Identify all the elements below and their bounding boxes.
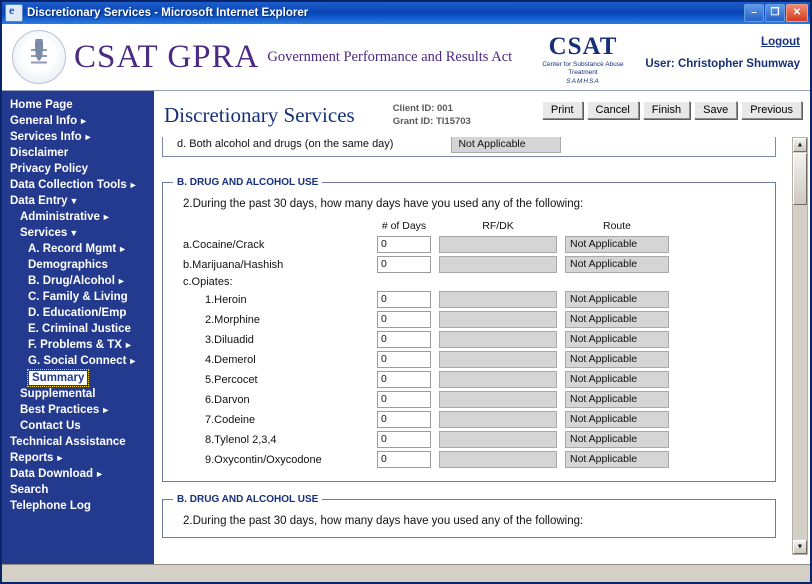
route-field[interactable]: Not Applicable xyxy=(565,331,669,348)
rfdk-field[interactable] xyxy=(439,351,557,368)
window-title: Discretionary Services - Microsoft Internet Explorer xyxy=(27,7,309,19)
empty xyxy=(565,276,669,291)
chevron-right-icon: ► xyxy=(79,116,89,126)
grant-id-label: Grant ID: TI15703 xyxy=(392,116,471,127)
row-route-cell xyxy=(565,351,669,371)
days-input[interactable]: 0 xyxy=(377,291,431,308)
table-row xyxy=(183,451,669,471)
sidebar-item-label: D. Education/Emp xyxy=(28,307,127,319)
opiates-label: c.Opiates: xyxy=(183,276,233,288)
row-rfdk-cell xyxy=(439,256,557,276)
gap xyxy=(557,311,565,331)
row-label: 7.Codeine xyxy=(205,413,256,426)
row-route-cell xyxy=(565,411,669,431)
sidebar-item-label: Services Info xyxy=(10,131,82,143)
scroll-up-button[interactable] xyxy=(793,138,807,152)
chevron-right-icon: ► xyxy=(55,453,65,463)
sidebar-item-contact-us[interactable] xyxy=(2,418,154,434)
minimize-button[interactable] xyxy=(744,4,764,22)
form-scroll-area xyxy=(162,137,776,555)
row-days-cell xyxy=(377,331,431,351)
csat-logo xyxy=(537,34,629,85)
table-row xyxy=(183,331,669,351)
gap xyxy=(431,331,439,351)
sidebar-item-label: Best Practices xyxy=(20,404,100,416)
row-label: 9.Oxycontin/Oxycodone xyxy=(205,453,322,466)
sidebar-item-label: Data Entry xyxy=(10,195,68,207)
hhs-seal-icon xyxy=(12,30,66,84)
row-route-cell xyxy=(565,236,669,256)
row-label: a.Cocaine/Crack xyxy=(183,238,265,251)
csat-logo-subtitle: Center for Substance Abuse Treatment xyxy=(542,61,624,77)
route-field[interactable]: Not Applicable xyxy=(565,391,669,408)
current-user-label: User: Christopher Shumway xyxy=(645,58,800,70)
sidebar-item-label: G. Social Connect xyxy=(28,355,127,367)
table-row xyxy=(183,431,669,451)
row-rfdk-cell xyxy=(439,371,557,391)
gap xyxy=(431,431,439,451)
gap xyxy=(431,451,439,471)
gap xyxy=(431,351,439,371)
logout-link[interactable]: Logout xyxy=(761,36,800,48)
sidebar-item-data-collection-tools[interactable] xyxy=(2,177,154,193)
finish-button[interactable]: Finish xyxy=(643,101,690,119)
days-input[interactable]: 0 xyxy=(377,451,431,468)
rfdk-field[interactable] xyxy=(439,451,557,468)
gap xyxy=(557,391,565,411)
sidebar-item-label: Reports xyxy=(10,452,54,464)
chevron-down-icon: ▼ xyxy=(69,196,79,206)
chevron-right-icon: ► xyxy=(123,340,133,350)
row-label: 2.Morphine xyxy=(205,313,261,326)
sidebar-item-data-entry[interactable] xyxy=(2,193,154,209)
gap xyxy=(431,371,439,391)
gap xyxy=(431,391,439,411)
chevron-right-icon: ► xyxy=(116,276,126,286)
row-route-cell xyxy=(565,371,669,391)
content-area xyxy=(154,91,810,564)
sidebar-item-technical-assistance[interactable] xyxy=(2,434,154,450)
sidebar-item-disclaimer[interactable] xyxy=(2,145,154,161)
gap xyxy=(557,431,565,451)
sidebar-item-best-practices[interactable] xyxy=(2,402,154,418)
sidebar-item-label: Data Download xyxy=(10,468,94,480)
table-header-row xyxy=(183,220,669,236)
chevron-right-icon: ► xyxy=(128,180,138,190)
sidebar-item-label: Home Page xyxy=(10,99,73,111)
close-icon: ✕ xyxy=(792,7,802,18)
cancel-button[interactable]: Cancel xyxy=(587,101,639,119)
route-field[interactable]: Not Applicable xyxy=(565,256,669,273)
gap xyxy=(431,291,439,311)
days-input[interactable]: 0 xyxy=(377,371,431,388)
days-input[interactable]: 0 xyxy=(377,331,431,348)
sidebar-item-label: General Info xyxy=(10,115,78,127)
row-rfdk-cell xyxy=(439,431,557,451)
table-row xyxy=(183,351,669,371)
table-row xyxy=(183,256,669,276)
gap xyxy=(557,411,565,431)
sidebar-item-problems-tx[interactable] xyxy=(2,337,154,353)
rfdk-field[interactable] xyxy=(439,311,557,328)
row-route-cell xyxy=(565,331,669,351)
banner-right xyxy=(645,32,800,70)
action-button-bar xyxy=(542,101,802,119)
row-rfdk-cell xyxy=(439,351,557,371)
sidebar-item-social-connect[interactable] xyxy=(2,353,154,369)
drug-alcohol-section xyxy=(162,177,776,482)
sidebar-item-label: E. Criminal Justice xyxy=(28,323,131,335)
row-route-cell xyxy=(565,311,669,331)
table-body xyxy=(183,236,669,471)
csat-logo-title: CSAT xyxy=(548,33,618,60)
gap xyxy=(557,451,565,471)
vertical-scrollbar[interactable] xyxy=(792,137,808,555)
sidebar-item-label: C. Family & Living xyxy=(28,291,128,303)
rfdk-field[interactable] xyxy=(439,371,557,388)
table-row xyxy=(183,311,669,331)
row-route-cell xyxy=(565,431,669,451)
row-days-cell xyxy=(377,451,431,471)
sidebar-item-education-emp[interactable] xyxy=(2,305,154,321)
table-row xyxy=(183,391,669,411)
col-gap-2 xyxy=(557,220,565,236)
sidebar-item-reports[interactable] xyxy=(2,450,154,466)
rfdk-field[interactable] xyxy=(439,256,557,273)
chevron-right-icon: ► xyxy=(118,244,128,254)
sidebar-item-label: Administrative xyxy=(20,211,100,223)
gap xyxy=(557,371,565,391)
row-days-cell xyxy=(377,256,431,276)
row-days-cell xyxy=(377,236,431,256)
route-field[interactable]: Not Applicable xyxy=(565,431,669,448)
route-field[interactable]: Not Applicable xyxy=(565,291,669,308)
gap xyxy=(557,291,565,311)
samhsa-label: SAMHSA xyxy=(566,78,600,86)
days-input[interactable]: 0 xyxy=(377,311,431,328)
route-field[interactable]: Not Applicable xyxy=(565,236,669,253)
sidebar-item-record-mgmt[interactable] xyxy=(2,241,154,257)
col-gap xyxy=(431,220,439,236)
route-field[interactable]: Not Applicable xyxy=(565,371,669,388)
sidebar-item-family-living[interactable] xyxy=(2,289,154,305)
route-field[interactable]: Not Applicable xyxy=(565,411,669,428)
table-row xyxy=(183,291,669,311)
row-label: 6.Darvon xyxy=(205,393,250,406)
internet-explorer-icon xyxy=(5,4,23,22)
col-rfdk: RF/DK xyxy=(482,220,514,232)
row-days-cell xyxy=(377,351,431,371)
row-rfdk-cell xyxy=(439,451,557,471)
gap xyxy=(431,411,439,431)
chevron-right-icon: ► xyxy=(101,212,111,222)
col-route: Route xyxy=(602,220,632,232)
row-route-cell xyxy=(565,291,669,311)
days-input[interactable]: 0 xyxy=(377,411,431,428)
gap xyxy=(431,256,439,276)
row-label: 5.Percocet xyxy=(205,373,258,386)
sidebar-item-data-download[interactable] xyxy=(2,466,154,482)
gap xyxy=(557,351,565,371)
rfdk-field[interactable] xyxy=(439,411,557,428)
rfdk-field[interactable] xyxy=(439,431,557,448)
sidebar-item-label: Telephone Log xyxy=(10,500,91,512)
table-row xyxy=(183,411,669,431)
arrow-up-icon: ▲ xyxy=(796,141,804,149)
rfdk-field[interactable] xyxy=(439,391,557,408)
col-blank xyxy=(183,220,377,236)
row-days-cell xyxy=(377,411,431,431)
chevron-right-icon: ► xyxy=(101,405,111,415)
site-banner xyxy=(2,24,810,91)
days-input[interactable]: 0 xyxy=(377,351,431,368)
print-button[interactable]: Print xyxy=(542,101,583,119)
sidebar-item-label: A. Record Mgmt xyxy=(28,243,117,255)
empty xyxy=(377,276,431,291)
empty xyxy=(431,276,439,291)
row-days-cell xyxy=(377,291,431,311)
scroll-down-button[interactable] xyxy=(793,540,807,554)
row-rfdk-cell xyxy=(439,411,557,431)
row-days-cell xyxy=(377,431,431,451)
sidebar-item-label: Contact Us xyxy=(20,420,81,432)
empty xyxy=(557,276,565,291)
chevron-right-icon: ► xyxy=(83,132,93,142)
status-bar xyxy=(2,564,810,582)
section-title: B. DRUG AND ALCOHOL USE xyxy=(177,177,319,188)
both-alcohol-drugs-label: d. Both alcohol and drugs (on the same day) xyxy=(177,137,394,150)
opiates-header-row xyxy=(183,276,669,291)
gap xyxy=(431,236,439,256)
sidebar-item-criminal-justice[interactable] xyxy=(2,321,154,337)
title-bar xyxy=(2,2,810,24)
sidebar-current-wrapper xyxy=(2,369,154,386)
sidebar-item-label: Search xyxy=(10,484,49,496)
sidebar-item-label: Disclaimer xyxy=(10,147,69,159)
sidebar-item-administrative[interactable] xyxy=(2,209,154,225)
row-days-cell xyxy=(377,371,431,391)
both-alcohol-drugs-value[interactable]: Not Applicable xyxy=(451,137,561,153)
client-grant-ids xyxy=(393,102,471,128)
both-alcohol-drugs-row xyxy=(162,137,776,157)
row-label: 4.Demerol xyxy=(205,353,256,366)
sidebar-item-privacy-policy[interactable] xyxy=(2,161,154,177)
table-head xyxy=(183,220,669,236)
sidebar-item-home-page[interactable] xyxy=(2,97,154,113)
gap xyxy=(557,331,565,351)
previous-button[interactable]: Previous xyxy=(741,101,802,119)
close-button[interactable] xyxy=(786,4,808,22)
row-rfdk-cell xyxy=(439,236,557,256)
sidebar-nav xyxy=(2,91,154,564)
col-days: # of Days xyxy=(381,220,427,232)
sidebar-item-label: F. Problems & TX xyxy=(28,339,122,351)
sidebar-item-supplemental[interactable] xyxy=(2,386,154,402)
sidebar-item-label: Services xyxy=(20,227,68,239)
sidebar-item-label: B. Drug/Alcohol xyxy=(28,275,115,287)
section-title-next: B. DRUG AND ALCOHOL USE xyxy=(177,494,319,505)
route-field[interactable]: Not Applicable xyxy=(565,451,669,468)
sidebar-item-summary[interactable]: Summary xyxy=(28,370,88,386)
brand-tagline: Government Performance and Results Act xyxy=(267,48,513,65)
table-row xyxy=(183,371,669,391)
row-label: b.Marijuana/Hashish xyxy=(183,258,284,271)
question-text-next: 2.During the past 30 days, how many days have you used any of the following: xyxy=(183,515,584,527)
sidebar-item-label: Data Collection Tools xyxy=(10,179,127,191)
scrollbar-thumb[interactable] xyxy=(793,153,807,205)
days-input[interactable]: 0 xyxy=(377,431,431,448)
gap xyxy=(431,311,439,331)
chevron-right-icon: ► xyxy=(95,469,104,479)
row-label: 8.Tylenol 2,3,4 xyxy=(205,433,277,446)
rfdk-field[interactable] xyxy=(439,236,557,253)
maximize-button[interactable] xyxy=(765,4,785,22)
arrow-down-icon: ▼ xyxy=(796,543,804,551)
sidebar-item-demographics[interactable] xyxy=(2,257,154,273)
sidebar-item-general-info[interactable] xyxy=(2,113,154,129)
row-days-cell xyxy=(377,391,431,411)
table-row xyxy=(183,236,669,256)
days-input[interactable]: 0 xyxy=(377,391,431,408)
route-field[interactable]: Not Applicable xyxy=(565,351,669,368)
route-field[interactable]: Not Applicable xyxy=(565,311,669,328)
drug-use-table xyxy=(183,220,669,471)
rfdk-field[interactable] xyxy=(439,291,557,308)
sidebar-item-label: Privacy Policy xyxy=(10,163,88,175)
maximize-icon: ❐ xyxy=(770,7,780,18)
days-input[interactable]: 0 xyxy=(377,256,431,273)
save-button[interactable]: Save xyxy=(694,101,737,119)
page-header xyxy=(154,91,810,135)
row-rfdk-cell xyxy=(439,391,557,411)
drug-alcohol-section-next xyxy=(162,494,776,538)
chevron-right-icon: ► xyxy=(128,356,138,366)
sidebar-item-search[interactable] xyxy=(2,482,154,498)
row-rfdk-cell xyxy=(439,311,557,331)
row-label: 3.Diluadid xyxy=(205,333,254,346)
row-label: 1.Heroin xyxy=(205,293,247,306)
row-days-cell xyxy=(377,311,431,331)
row-rfdk-cell xyxy=(439,291,557,311)
row-rfdk-cell xyxy=(439,331,557,351)
page-title: Discretionary Services xyxy=(164,102,355,127)
empty xyxy=(439,276,557,291)
sidebar-item-services[interactable] xyxy=(2,225,154,241)
row-route-cell xyxy=(565,391,669,411)
sidebar-item-services-info[interactable] xyxy=(2,129,154,145)
sidebar-item-label: Technical Assistance xyxy=(10,436,126,448)
sidebar-item-label: Demographics xyxy=(28,259,108,271)
row-route-cell xyxy=(565,451,669,471)
client-id-label: Client ID: 001 xyxy=(392,103,453,114)
body-wrapper xyxy=(2,91,810,564)
row-route-cell xyxy=(565,256,669,276)
rfdk-field[interactable] xyxy=(439,331,557,348)
chevron-down-icon: ▼ xyxy=(69,228,79,238)
brand-title: CSAT GPRA xyxy=(74,38,260,75)
gap xyxy=(557,236,565,256)
sidebar-item-drug-alcohol[interactable] xyxy=(2,273,154,289)
sidebar-item-label: Supplemental xyxy=(20,388,96,400)
gap xyxy=(557,256,565,276)
minimize-icon: – xyxy=(751,7,757,18)
question-text: 2.During the past 30 days, how many days have you used any of the following: xyxy=(183,198,584,210)
sidebar-item-telephone-log[interactable] xyxy=(2,498,154,514)
days-input[interactable]: 0 xyxy=(377,236,431,253)
